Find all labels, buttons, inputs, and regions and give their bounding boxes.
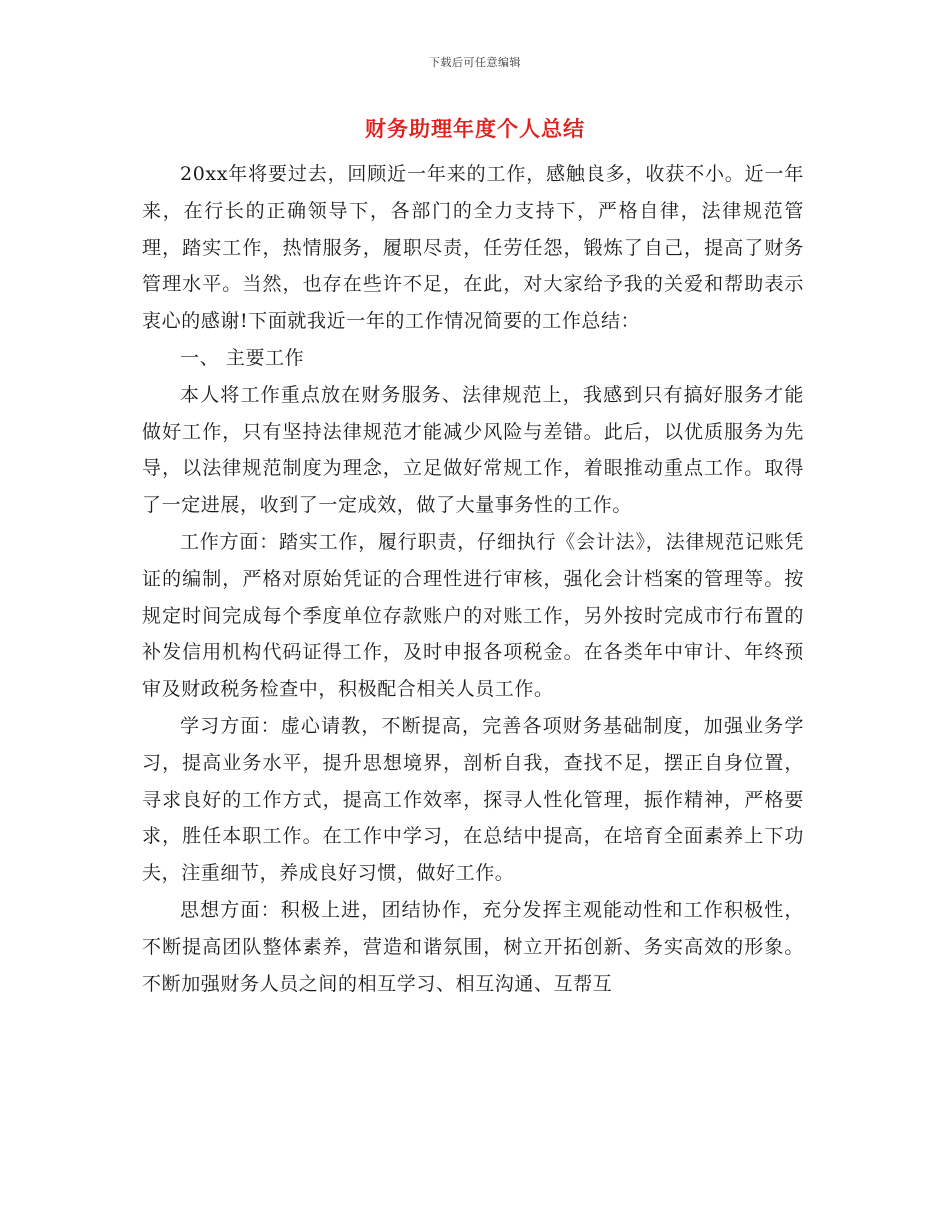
paragraph-intro: 20xx年将要过去，回顾近一年来的工作，感触良多，收获不小。近一年来，在行长的正确领导下，各部门的全力支持下，严格自律，法律规范管理，踏实工作，热情服务，履职尽责，任劳任怨，锻炼了自己，提高了财务管理水平。当然，也存在些许不足，在此，对大家给予我的关爱和帮助表示衷心的感谢!下面就我近一年的工作情况简要的工作总结： — [142, 163, 804, 333]
paragraph-thought-aspect: 思想方面：积极上进，团结协作，充分发挥主观能动性和工作积极性，不断提高团队整体素养，营造和谐氛围，树立开拓创新、务实高效的形象。不断加强财务人员之间的相互学习、相互沟通、互帮互 — [142, 898, 804, 995]
paragraph-main-work: 本人将工作重点放在财务服务、法律规范上，我感到只有搞好服务才能做好工作，只有坚持法律规范才能减少风险与差错。此后，以优质服务为先导，以法律规范制度为理念，立足做好常规工作，着眼推动重点工作。取得了一定进展，收到了一定成效，做了大量事务性的工作。 — [142, 383, 804, 517]
paragraph-study-aspect: 学习方面：虚心请教，不断提高，完善各项财务基础制度，加强业务学习，提高业务水平，提升思想境界，剖析自我，查找不足，摆正自身位置，寻求良好的工作方式，提高工作效率，探寻人性化管理，振作精神，严格要求，胜任本职工作。在工作中学习，在总结中提高，在培育全面素养上下功夫，注重细节，养成良好习惯，做好工作。 — [142, 714, 804, 885]
header-note: 下载后可任意编辑 — [429, 56, 521, 69]
paragraph-work-aspect: 工作方面：踏实工作，履行职责，仔细执行《会计法》，法律规范记账凭证的编制，严格对原始凭证的合理性进行审核，强化会计档案的管理等。按规定时间完成每个季度单位存款账户的对账工作，另外按时完成市行布置的补发信用机构代码证得工作，及时申报各项税金。在各类年中审计、年终预审及财政税务检查中，积极配合相关人员工作。 — [142, 530, 804, 701]
document-body — [142, 156, 804, 1002]
document-title: 财务助理年度个人总结 — [365, 116, 585, 141]
section-heading: 一、 主要工作 — [180, 346, 305, 369]
